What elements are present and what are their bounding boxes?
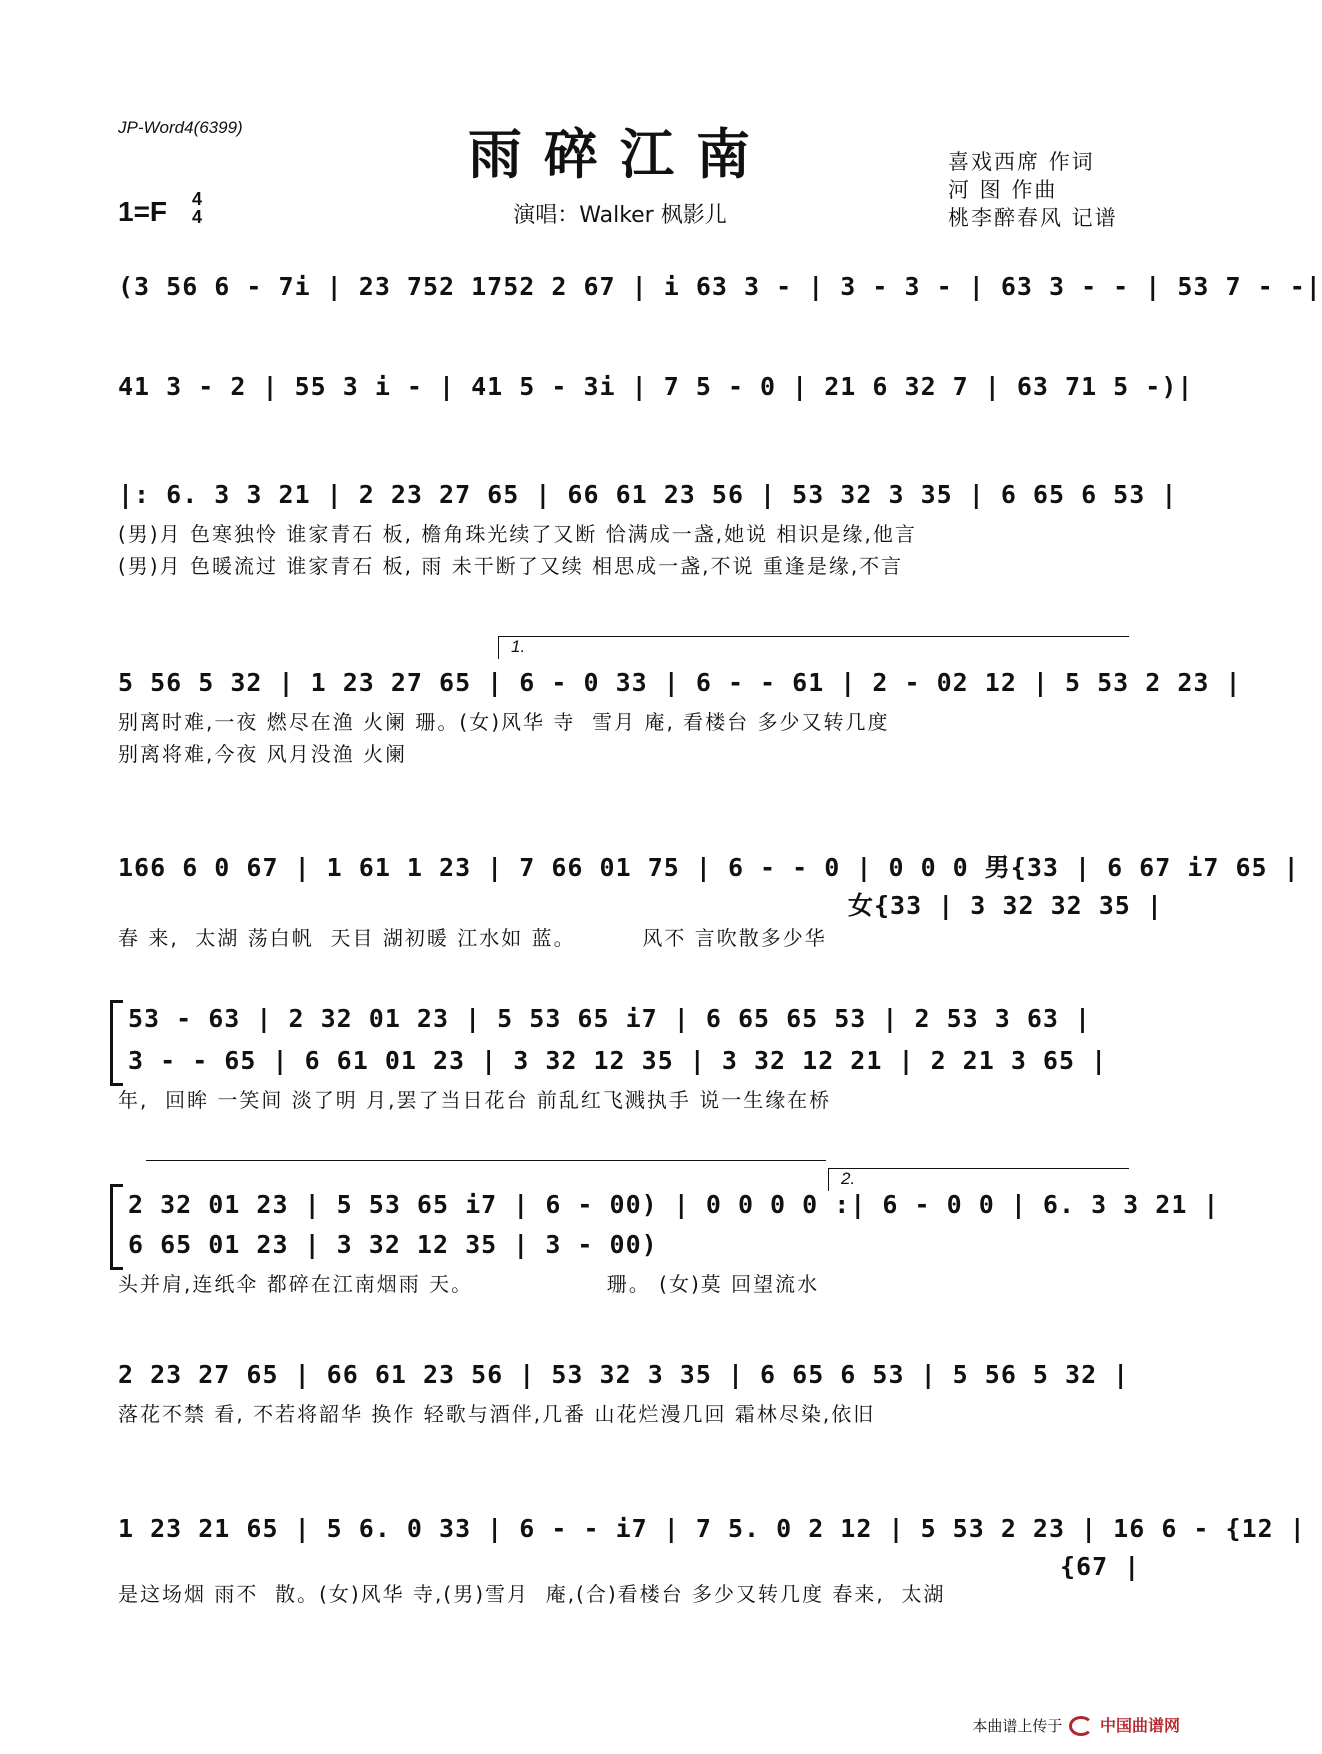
score-line-3: |: 6. 3 3 21 | 2 23 27 65 | 66 61 23 56 | 53 32 3 35 | 6 65 6 53 |: [118, 480, 1178, 509]
lyric-line-9: 是这场烟 雨不 散。(女)风华 寺,(男)雪月 庵,(合)看楼台 多少又转几度 春来, 太湖: [118, 1582, 946, 1606]
volta-2-label: 2.: [841, 1169, 856, 1188]
footer-watermark: [972, 1713, 1180, 1737]
time-sig-numerator: 4: [192, 189, 203, 209]
lyric-line-3a: (男)月 色寒独怜 谁家青石 板, 檐角珠光续了又断 恰满成一盏,她说 相识是缘,他言: [118, 522, 917, 546]
score-line-2: 41 3 - 2 | 55 3 i - | 41 5 - 3i | 7 5 - 0 | 21 6 32 7 | 63 71 5 -)|: [118, 372, 1194, 401]
singer-credit: 演唱：Walker 枫影儿: [513, 203, 727, 228]
lyric-line-3b: (男)月 色暖流过 谁家青石 板, 雨 未干断了又续 相思成一盏,不说 重逢是缘,不言: [118, 554, 904, 578]
part-bracket-6: [110, 1000, 123, 1086]
composer-credit: 河 图 作曲: [948, 178, 1058, 202]
score-line-4: 5 56 5 32 | 1 23 27 65 | 6 - 0 33 | 6 - - 61 | 2 - 02 12 | 5 53 2 23 |: [118, 668, 1242, 697]
score-line-9: 1 23 21 65 | 5 6. 0 33 | 6 - - i7 | 7 5. 0 2 12 | 5 53 2 23 | 16 6 - {12 |: [118, 1514, 1306, 1543]
credits-block: [948, 148, 1118, 232]
upload-text: 本曲谱上传于: [972, 1716, 1063, 1735]
score-line-8: 2 23 27 65 | 66 61 23 56 | 53 32 3 35 | 6 65 6 53 | 5 56 5 32 |: [118, 1360, 1130, 1389]
score-line-7-upper: 2 32 01 23 | 5 53 65 i7 | 6 - 00) | 0 0 0 0 :| 6 - 0 0 | 6. 3 3 21 |: [128, 1190, 1220, 1219]
volta-bracket-1: [498, 636, 1129, 659]
lyric-line-7: 头并肩,连纸伞 都碎在江南烟雨 天。 珊。 (女)莫 回望流水: [118, 1272, 820, 1296]
part-bracket-7: [110, 1184, 123, 1270]
software-label: JP-Word4(6399): [118, 118, 243, 137]
lyricist-credit: 喜戏西席 作词: [948, 150, 1095, 174]
song-title: 雨碎江南: [468, 122, 772, 186]
volta-1-label: 1.: [511, 637, 526, 656]
lyric-line-8: 落花不禁 看, 不若将韶华 换作 轻歌与酒伴,几番 山花烂漫几回 霜林尽染,依旧: [118, 1402, 876, 1426]
transcriber-credit: 桃李醉春风 记谱: [948, 206, 1118, 230]
score-line-6-upper: 53 - 63 | 2 32 01 23 | 5 53 65 i7 | 6 65 65 53 | 2 53 3 63 |: [128, 1004, 1092, 1033]
volta-bracket-line: [146, 1160, 826, 1183]
score-line-9-lower: {67 |: [1060, 1552, 1141, 1581]
score-line-7-lower: 6 65 01 23 | 3 32 12 35 | 3 - 00): [128, 1230, 658, 1259]
lyric-line-4a: 别离时难,一夜 燃尽在渔 火阑 珊。(女)风华 寺 雪月 庵, 看楼台 多少又转几度: [118, 710, 890, 734]
lyric-line-6: 年, 回眸 一笑间 淡了明 月,罢了当日花台 前乱红飞溅执手 说一生缘在桥: [118, 1088, 832, 1112]
score-line-1: (3 56 6 - 7i | 23 752 1752 2 67 | i 63 3 - | 3 - 3 - | 63 3 - - | 53 7 - -|: [118, 272, 1322, 301]
lyric-line-4b: 别离将难,今夜 风月没渔 火阑: [118, 742, 408, 766]
site-logo-icon: [1069, 1716, 1093, 1736]
time-sig-denominator: 4: [192, 207, 203, 227]
volta-bracket-2: [828, 1168, 1129, 1191]
score-line-5: 166 6 0 67 | 1 61 1 23 | 7 66 01 75 | 6 - - 0 | 0 0 0 男{33 | 6 67 i7 65 |: [118, 853, 1300, 882]
lyric-line-5: 春 来, 太湖 荡白帆 天目 湖初暖 江水如 蓝。 风不 言吹散多少华: [118, 926, 827, 950]
key-signature: 1=F: [118, 196, 168, 227]
score-line-6-lower: 3 - - 65 | 6 61 01 23 | 3 32 12 35 | 3 32 12 21 | 2 21 3 65 |: [128, 1046, 1108, 1075]
score-line-5-female: 女{33 | 3 32 32 35 |: [848, 891, 1163, 920]
site-brand: 中国曲谱网: [1099, 1715, 1180, 1735]
